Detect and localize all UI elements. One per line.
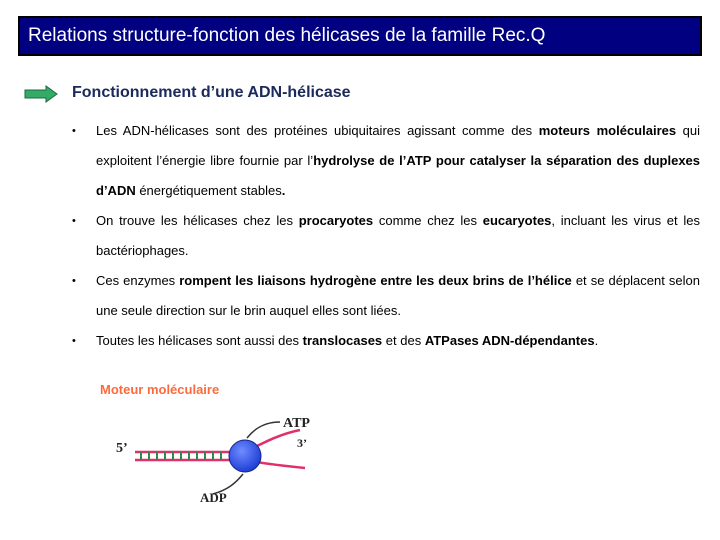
bullet-text (96, 273, 700, 318)
five-prime-label: 5’ (116, 441, 128, 456)
bold-text-segment: moteurs moléculaires (538, 123, 677, 138)
adp-label: ADP (200, 490, 227, 505)
bullet-marker: • (72, 215, 76, 227)
text-segment: Ces enzymes (96, 273, 180, 288)
bold-text-segment: translocases (302, 333, 383, 348)
arrow-right-icon (24, 85, 58, 103)
text-segment: . (594, 333, 599, 348)
helicase-figure (95, 376, 315, 516)
bullet-item (72, 116, 700, 206)
bullet-marker: • (72, 275, 76, 287)
text-segment: et se déplacent selon une seule direction sur le brin auquel elles sont liées. (96, 273, 700, 318)
bullet-item (72, 206, 700, 266)
atp-arrow (247, 422, 280, 438)
helicase-motor (229, 440, 261, 472)
bullet-item (72, 266, 700, 326)
atp-label: ATP (283, 416, 310, 431)
section-subtitle: Fonctionnement d’une ADN-hélicase (72, 84, 351, 101)
text-segment: comme chez les (373, 213, 483, 228)
bold-text-segment: rompent les liaisons hydrogène entre les deux brins de l’hélice (179, 273, 572, 288)
text-segment: et des (382, 333, 425, 348)
bullet-marker: • (72, 335, 76, 347)
bullet-text (96, 333, 598, 348)
text-segment: Les ADN-hélicases sont des protéines ubiquitaires agissant comme des (96, 123, 539, 138)
figure-title: Moteur moléculaire (100, 382, 220, 397)
text-segment: énergétiquement stables (135, 183, 282, 198)
text-segment: , incluant les virus et les bactériophages. (96, 213, 700, 258)
three-prime-label: 3’ (297, 436, 307, 450)
text-segment: qui exploitent l’énergie libre fournie par l’ (96, 123, 701, 168)
bullet-text (96, 213, 700, 258)
slide-title: Relations structure-fonction des hélicases de la famille Rec.Q (18, 16, 702, 56)
bullet-marker: • (72, 125, 76, 137)
bold-text-segment: eucaryotes (482, 213, 552, 228)
bullet-item (72, 326, 700, 356)
bold-text-segment: ATPases ADN-dépendantes (424, 333, 595, 348)
bullet-text (96, 123, 700, 198)
bold-text-segment: hydrolyse de l’ATP pour catalyser la séparation des duplexes d’ADN (96, 153, 701, 198)
text-segment: Toutes les hélicases sont aussi des (96, 333, 303, 348)
bold-text-segment: procaryotes (298, 213, 374, 228)
bullet-list (72, 116, 700, 356)
bold-text-segment: . (281, 183, 286, 198)
text-segment: On trouve les hélicases chez les (96, 213, 299, 228)
